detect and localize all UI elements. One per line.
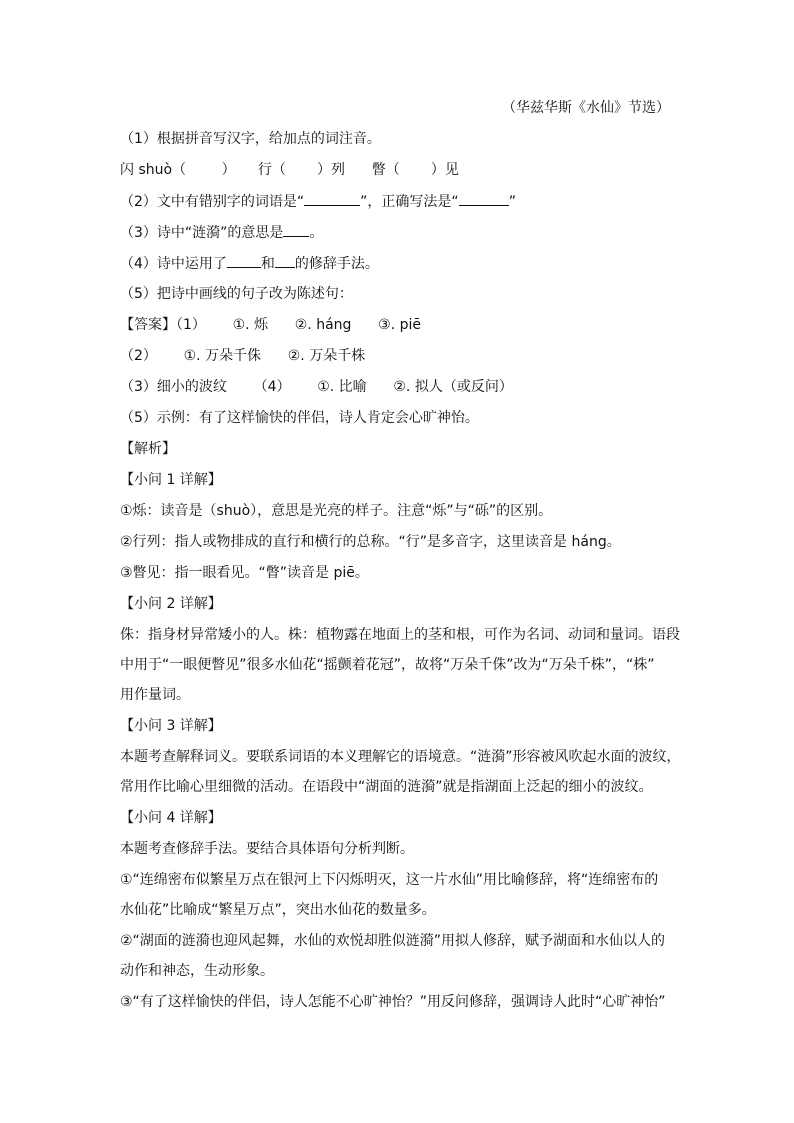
answer-line-4: （5）示例：有了这样愉快的伴侣，诗人肯定会心旷神怡。 (120, 410, 479, 426)
question-3 (120, 222, 680, 242)
subquestion-2-title: 【小问 2 详解】 (120, 596, 222, 612)
question-1: （1）根据拼音写汉字，给加点的词注音。 (120, 131, 381, 147)
analysis-title: 【解析】 (120, 441, 176, 457)
subquestion-1-line-2: ②行列：指人或物排成的直行和横行的总称。“行”是多音字，这里读音是 háng。 (120, 534, 621, 550)
blank-rhetoric-2 (275, 253, 295, 268)
blank-correct-word (459, 191, 509, 206)
subquestion-1-title: 【小问 1 详解】 (120, 472, 222, 488)
subquestion-4-line-4: ②“湖面的涟漪也迎风起舞，水仙的欢悦却胜似涟漪”用拟人修辞，赋予湖面和水仙以人的 (120, 933, 666, 949)
blank-meaning (283, 222, 309, 237)
question-2-text-c: ” (508, 194, 516, 210)
question-4 (120, 253, 680, 273)
subquestion-4-line-2: ①“连绵密布似繁星万点在银河上下闪烁明灭，这一片水仙”用比喻修辞，将“连绵密布的 (120, 872, 659, 888)
question-5: （5）把诗中画线的句子改为陈述句： (120, 286, 353, 302)
subquestion-4-line-6: ③“有了这样愉快的伴侣，诗人怎能不心旷神怡？”用反问修辞，强调诗人此时“心旷神怡” (120, 994, 666, 1010)
subquestion-4-line-1: 本题考查修辞手法。要结合具体语句分析判断。 (120, 841, 414, 857)
question-3-text-a: （3）诗中“涟漪”的意思是 (120, 225, 284, 241)
question-2-text-a: （2）文中有错别字的词语是“ (120, 194, 305, 210)
subquestion-1-line-1: ①烁：读音是（shuò），意思是光亮的样子。注意“烁”与“砾”的区别。 (120, 503, 553, 519)
question-4-text-b: 和 (260, 256, 275, 272)
source-note: （华兹华斯《水仙》节选） (502, 100, 670, 116)
subquestion-4-line-3: 水仙花”比喻成“繁星万点”，突出水仙花的数量多。 (120, 902, 436, 918)
answer-line-2: （2） ①. 万朵千侏 ②. 万朵千株 (120, 348, 366, 364)
question-3-text-b: 。 (309, 225, 324, 241)
subquestion-2-line-1: 侏：指身材异常矮小的人。株：植物露在地面上的茎和根，可作为名词、动词和量词。语段 (120, 627, 680, 643)
blank-wrong-word (304, 191, 360, 206)
subquestion-2-line-2: 中用于“一眼便瞥见”很多水仙花“摇颤着花冠”，故将“万朵千侏”改为“万朵千株”，“株” (120, 657, 655, 673)
question-2 (120, 191, 680, 211)
subquestion-3-line-2: 常用作比喻心里细微的活动。在语段中“湖面的涟漪”就是指湖面上泛起的细小的波纹。 (120, 779, 653, 795)
subquestion-3-title: 【小问 3 详解】 (120, 718, 222, 734)
blank-rhetoric-1 (227, 253, 261, 268)
question-4-text-a: （4）诗中运用了 (120, 256, 227, 272)
question-2-text-b: ”，正确写法是“ (360, 194, 459, 210)
answer-line-1: 【答案】（1） ①. 烁 ②. háng ③. piē (120, 317, 421, 333)
answer-line-3: （3）细小的波纹 （4） ①. 比喻 ②. 拟人（或反问） (120, 379, 513, 395)
subquestion-2-line-3: 用作量词。 (120, 687, 190, 703)
question-4-text-c: 的修辞手法。 (294, 256, 379, 272)
subquestion-1-line-3: ③瞥见：指一眼看见。“瞥”读音是 piē。 (120, 565, 369, 581)
document-page (120, 98, 680, 1023)
subquestion-4-title: 【小问 4 详解】 (120, 810, 222, 826)
subquestion-4-line-5: 动作和神态，生动形象。 (120, 963, 274, 979)
question-1-items: 闪 shuò（ ） 行（ ）列 瞥（ ）见 (120, 162, 459, 178)
subquestion-3-line-1: 本题考查解释词义。要联系词语的本义理解它的语境意。“涟漪”形容被风吹起水面的波纹， (120, 749, 681, 765)
